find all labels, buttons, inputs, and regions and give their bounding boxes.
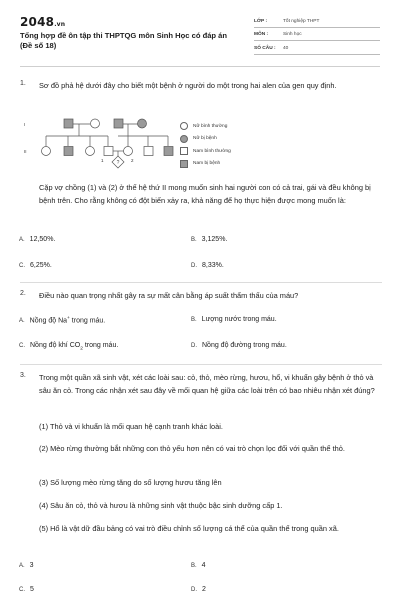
normal-female-symbol bbox=[42, 147, 51, 156]
question-text: Điều nào quan trọng nhất gây ra sự mất cân bằng áp suất thẩm thấu của máu? bbox=[39, 291, 299, 300]
male-affected-icon bbox=[180, 160, 188, 168]
statement-text: (3) Số lượng mèo rừng tăng do số lượng hươu tăng lên bbox=[39, 478, 222, 487]
meta-label: LỚP : bbox=[254, 18, 268, 24]
option-c[interactable]: C. Nồng độ khí $CO_2$ trong máu. bbox=[19, 342, 119, 352]
question-text-continued: Cặp vợ chồng (1) và (2) ở thế hệ thứ II mong muốn sinh hai người con có cả trai, gái và đều không bị bệnh trên. Cho rằng không có đột biến xảy ra, khả năng để họ thực hiện được mong muốn là: bbox=[39, 183, 371, 205]
legend-label: Nam bình thường bbox=[193, 148, 231, 154]
statement-text: (1) Thỏ và vi khuẩn là mối quan hệ cạnh tranh khác loài. bbox=[39, 422, 223, 431]
question-3 bbox=[20, 372, 382, 397]
question-number: 1. bbox=[20, 80, 26, 87]
document-title: Tổng hợp đề ôn tập thi THPTQG môn Sinh Học có đáp án (Đề số 18) bbox=[20, 31, 228, 50]
question-text: Sơ đồ phả hệ dưới đây cho biết một bệnh ở người do một trong hai alen của gen quy định. bbox=[39, 81, 337, 90]
logo-main-text: 2048 bbox=[20, 15, 55, 29]
meta-value: Sinh học bbox=[283, 32, 302, 38]
affected-female-symbol bbox=[138, 119, 147, 128]
generation-label-II: II bbox=[24, 149, 27, 154]
site-logo[interactable] bbox=[20, 15, 65, 29]
statement-2 bbox=[20, 443, 382, 456]
meta-label: SỐ CÂU : bbox=[254, 45, 276, 51]
statement-4 bbox=[20, 500, 382, 513]
statement-3 bbox=[20, 477, 382, 490]
unknown-child-mark: ? bbox=[116, 160, 120, 166]
option-a[interactable]: A. 12,50%. bbox=[19, 236, 56, 243]
individual-label-1: 1 bbox=[101, 158, 104, 163]
legend-item bbox=[180, 120, 231, 133]
male-normal-icon bbox=[180, 147, 188, 155]
female-normal-icon bbox=[180, 122, 188, 130]
statement-5 bbox=[20, 523, 382, 536]
affected-male-symbol bbox=[164, 147, 173, 156]
affected-male-symbol bbox=[64, 147, 73, 156]
option-c[interactable]: C. 5 bbox=[19, 586, 34, 593]
meta-row-count bbox=[254, 43, 380, 55]
legend-label: Nữ bị bệnh bbox=[193, 136, 217, 142]
legend-item bbox=[180, 133, 231, 146]
question-number: 2. bbox=[20, 290, 26, 297]
generation-label-I: I bbox=[24, 122, 26, 127]
meta-row-class bbox=[254, 16, 380, 28]
normal-female-symbol bbox=[86, 147, 95, 156]
generation-I bbox=[64, 119, 147, 128]
statement-text: (5) Hổ là vật dữ đầu bảng có vai trò điều chỉnh số lượng cá thể của quần thể trong quần xã. bbox=[39, 524, 339, 533]
legend-label: Nam bị bệnh bbox=[193, 161, 221, 167]
legend-item bbox=[180, 145, 231, 158]
answer-options-q2 bbox=[19, 316, 359, 356]
document-meta bbox=[254, 16, 380, 57]
question-number: 3. bbox=[20, 372, 26, 379]
meta-value: Tốt nghiệp THPT bbox=[283, 18, 320, 24]
answer-options-q1 bbox=[19, 236, 359, 276]
statement-1 bbox=[20, 421, 382, 434]
normal-female-symbol bbox=[124, 147, 133, 156]
affected-male-symbol bbox=[114, 119, 123, 128]
option-c[interactable]: C. 6,25%. bbox=[19, 262, 52, 269]
document-header bbox=[0, 0, 400, 66]
pedigree-legend bbox=[180, 120, 231, 170]
normal-male-symbol bbox=[144, 147, 153, 156]
option-a[interactable]: A. 3 bbox=[19, 562, 34, 569]
question-divider bbox=[20, 282, 382, 283]
affected-male-symbol bbox=[64, 119, 73, 128]
generation-II bbox=[42, 147, 174, 156]
option-b[interactable]: B. 3,125%. bbox=[191, 236, 228, 243]
female-affected-icon bbox=[180, 135, 188, 143]
normal-male-symbol bbox=[104, 147, 113, 156]
meta-value: 40 bbox=[283, 45, 289, 51]
option-b[interactable]: B. Lượng nước trong máu. bbox=[191, 316, 277, 323]
question-1 bbox=[20, 80, 382, 93]
option-a[interactable]: A. Nồng độ Na+ trong máu. bbox=[19, 316, 106, 325]
meta-row-subject bbox=[254, 30, 380, 42]
question-text: Trong một quần xã sinh vật, xét các loài sau: cỏ, thỏ, mèo rừng, hươu, hổ, vi khuẩn gây bệnh ở thỏ và sâu ăn cỏ. Trong các nhận xét sau đây về mối quan hệ giữa các loài trên có bao nhiêu nhận xét đúng? bbox=[39, 373, 375, 395]
legend-item bbox=[180, 158, 231, 171]
question-divider bbox=[20, 364, 382, 365]
statement-text: (4) Sâu ăn cỏ, thỏ và hươu là những sinh vật thuộc bậc sinh dưỡng cấp 1. bbox=[39, 501, 283, 510]
question-1-continued bbox=[20, 182, 382, 207]
option-d[interactable]: D. 2 bbox=[191, 586, 206, 593]
header-divider bbox=[20, 66, 380, 67]
option-b[interactable]: B. 4 bbox=[191, 562, 206, 569]
logo-domain-text: .vn bbox=[54, 21, 66, 28]
question-2 bbox=[20, 290, 382, 303]
option-d[interactable]: D. Nồng độ đường trong máu. bbox=[191, 342, 287, 349]
answer-options-q3 bbox=[19, 562, 359, 600]
meta-label: MÔN : bbox=[254, 32, 269, 38]
normal-female-symbol bbox=[91, 119, 100, 128]
statement-text: (2) Mèo rừng thường bắt những con thỏ yếu hơn nên có vai trò chọn lọc đối với quần thể thỏ. bbox=[39, 444, 345, 453]
option-d[interactable]: D. 8,33%. bbox=[191, 262, 224, 269]
generation-III bbox=[112, 156, 124, 168]
individual-label-2: 2 bbox=[131, 158, 134, 163]
legend-label: Nữ bình thường bbox=[193, 123, 228, 129]
